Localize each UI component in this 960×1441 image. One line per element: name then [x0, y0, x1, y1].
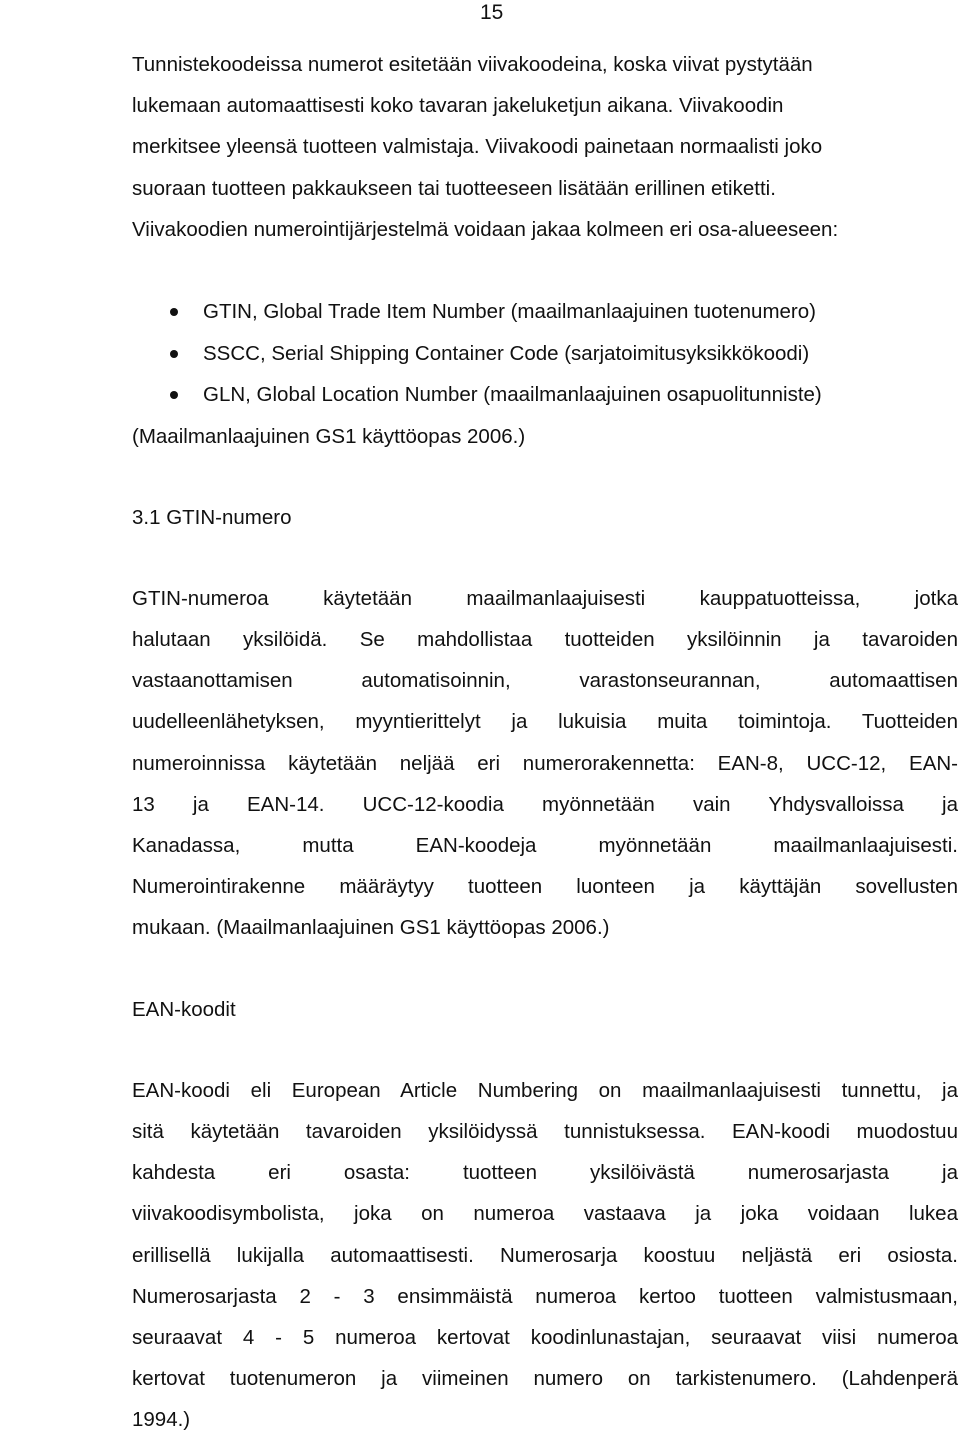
- text-line: (Maailmanlaajuinen GS1 käyttöopas 2006.): [132, 424, 526, 448]
- source-citation: [132, 416, 958, 457]
- text-line: numeroinnissa käytetään neljää eri numerorakennetta: EAN-8, UCC-12, EAN-: [132, 751, 958, 775]
- text-line: suoraan tuotteen pakkaukseen tai tuotteeseen lisätään erillinen etiketti.: [132, 176, 776, 200]
- intro-paragraph: [132, 44, 958, 250]
- text-line: sitä käytetään tavaroiden yksilöidyssä tunnistuksessa. EAN-koodi muodostuu: [132, 1119, 958, 1143]
- list-item: [132, 333, 958, 375]
- text-line: erillisellä lukijalla automaattisesti. Numerosarja koostuu neljästä eri osiosta.: [132, 1243, 958, 1267]
- bullet-icon: [170, 350, 178, 358]
- text-line: EAN-koodi eli European Article Numbering on maailmanlaajuisesti tunnettu, ja: [132, 1078, 958, 1102]
- text-line: halutaan yksilöidä. Se mahdollistaa tuotteiden yksilöinnin ja tavaroiden: [132, 627, 958, 651]
- list-item: [132, 374, 958, 416]
- text-line: Numerointirakenne määräytyy tuotteen luonteen ja käyttäjän sovellusten: [132, 875, 958, 899]
- bullet-icon: [170, 308, 178, 316]
- text-line: seuraavat 4 - 5 numeroa kertovat koodinlunastajan, seuraavat viisi numeroa: [132, 1325, 958, 1349]
- text-line: 13 ja EAN-14. UCC-12-koodia myönnetään vain Yhdysvalloissa ja: [132, 792, 958, 816]
- document-body: [132, 44, 958, 1441]
- text-line: Kanadassa, mutta EAN-koodeja myönnetään maailmanlaajuisesti.: [132, 833, 958, 857]
- text-line: kertovat tuotenumeron ja viimeinen numero on tarkistenumero. (Lahdenperä: [132, 1367, 958, 1391]
- text-line: GTIN-numeroa käytetään maailmanlaajuisesti kauppatuotteissa, jotka: [132, 586, 958, 610]
- page-number: 15: [480, 1, 504, 24]
- text-line: Numerosarjasta 2 - 3 ensimmäistä numeroa kertoo tuotteen valmistusmaan,: [132, 1284, 958, 1308]
- list-item-text: GLN, Global Location Number (maailmanlaajuinen osapuolitunniste): [203, 383, 822, 407]
- text-line: Tunnistekoodeissa numerot esitetään viivakoodeina, koska viivat pystytään: [132, 53, 813, 76]
- section-heading: 3.1 GTIN-numero: [132, 505, 292, 529]
- list-item-text: SSCC, Serial Shipping Container Code (sarjatoimitusyksikkökoodi): [203, 341, 810, 365]
- list-item: [132, 291, 958, 333]
- bullet-icon: [170, 391, 178, 399]
- text-line: merkitsee yleensä tuotteen valmistaja. Viivakoodi painetaan normaalisti joko: [132, 135, 823, 159]
- subheading: [132, 989, 958, 1030]
- text-line: lukemaan automaattisesti koko tavaran jakeluketjun aikana. Viivakoodin: [132, 94, 784, 118]
- text-line: uudelleenlähetyksen, myyntierittelyt ja lukuisia muita toimintoja. Tuotteiden: [132, 710, 958, 734]
- list-item-text: GTIN, Global Trade Item Number (maailmanlaajuinen tuotenumero): [203, 300, 816, 324]
- gtin-paragraph: [132, 578, 958, 949]
- text-line: Viivakoodien numerointijärjestelmä voidaan jakaa kolmeen eri osa-alueeseen:: [132, 217, 839, 241]
- bullet-list: [132, 291, 958, 416]
- text-line: vastaanottamisen automatisoinnin, varastonseurannan, automaattisen: [132, 669, 958, 693]
- text-line: kahdesta eri osasta: tuotteen yksilöivästä numerosarjasta ja: [132, 1161, 958, 1185]
- text-line: 1994.): [132, 1408, 191, 1432]
- subheading-text: EAN-koodit: [132, 997, 236, 1021]
- text-line: mukaan. (Maailmanlaajuinen GS1 käyttöopas 2006.): [132, 916, 610, 940]
- ean-paragraph: [132, 1070, 958, 1441]
- text-line: viivakoodisymbolista, joka on numeroa vastaava ja joka voidaan lukea: [132, 1202, 958, 1226]
